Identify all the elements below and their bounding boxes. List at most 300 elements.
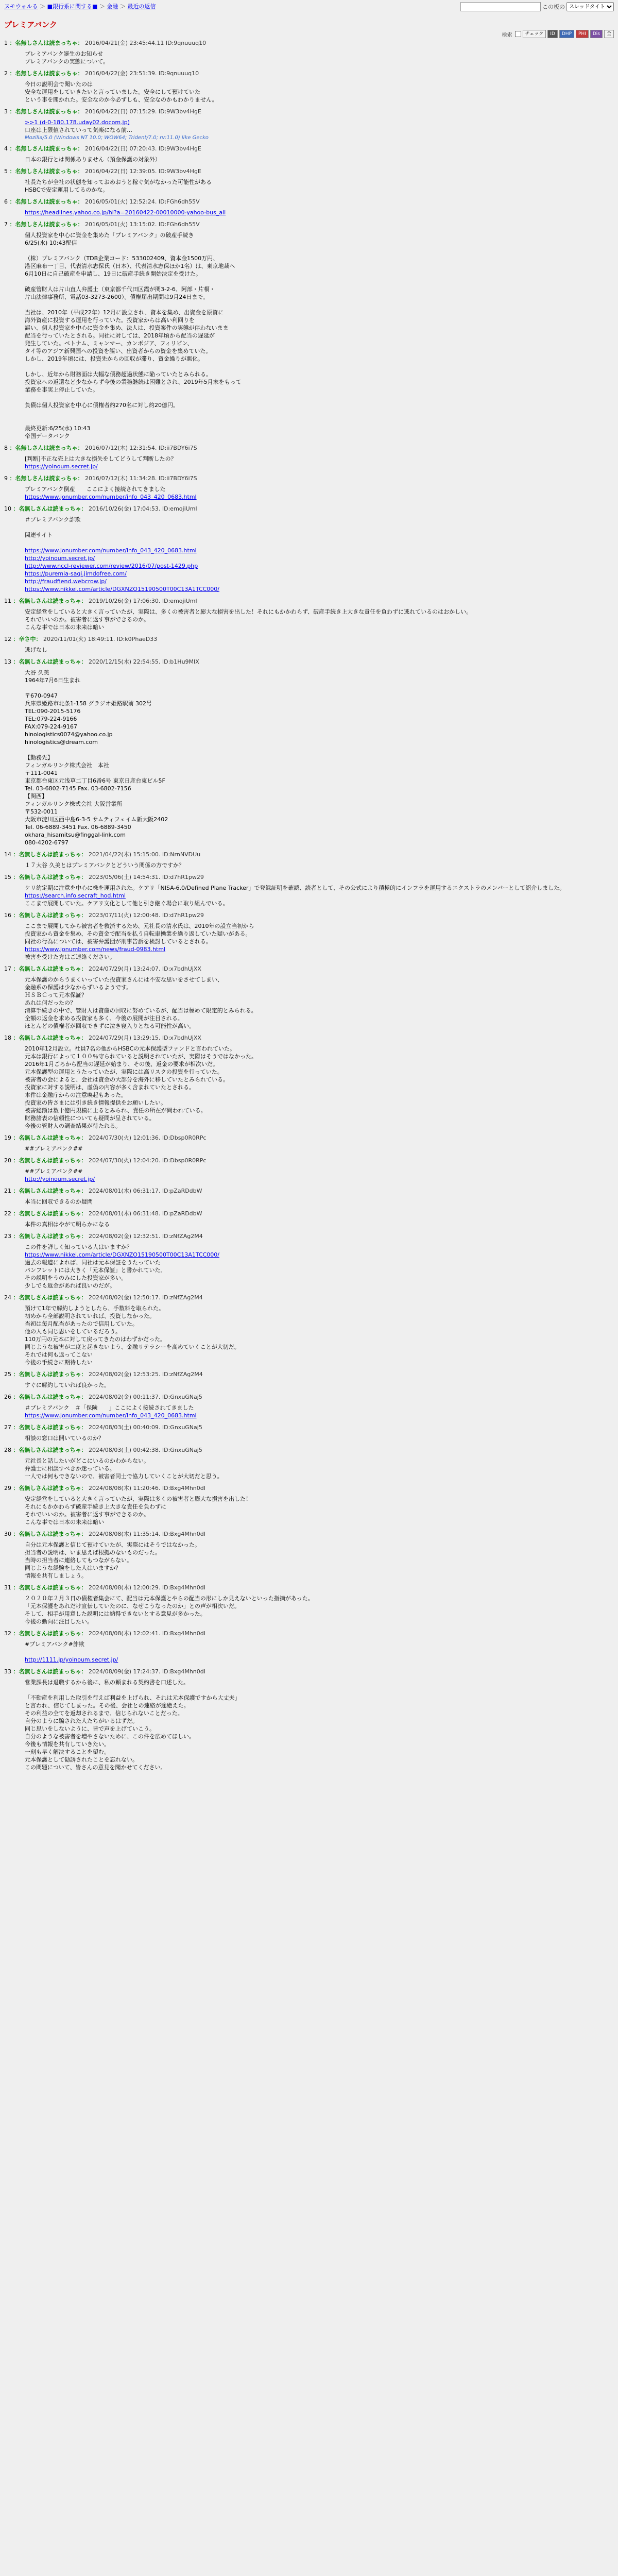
post-date: 2024/08/08(木) 11:35:14. [89,1531,161,1537]
post-text-line: 配当を行っていたとされる。同社に対しては、2018年頃から配当の遅延が [25,332,215,339]
post-id[interactable]: ID:GnxuGNaj5 [162,1447,202,1453]
tool-phi-button[interactable]: PHI [576,30,589,38]
post-text-line: 海外資産に投資する運用を行っていた。投資家からは高い利回りを [25,317,195,324]
post-number[interactable]: 19 [4,1134,11,1141]
post-header [4,145,614,152]
post [4,1423,614,1442]
post-date: 2016/05/01(火) 12:52:24. [85,198,157,205]
post-text-line: 個人投資家を中心に資金を集めた「プレミアバンク」の破産手続き [25,232,194,239]
post-text-line: 口座は上限値されていって気楽になる前… [25,127,132,133]
tool-label: 検索 [502,32,512,38]
post-header [4,1157,614,1164]
post-text-line: 最終更新:6/25(水) 10:43 [25,425,91,432]
post-author: ：名無しさんは読まっちゃ： [13,658,87,665]
post-text-line: Tel. 03-6802-7145 Fax. 03-6802-7156 [25,785,131,792]
search-scope-label: この板の [542,4,565,10]
post-date: 2016/07/12(木) 11:34:28. [85,475,157,482]
post-text-line: 自分は元本保護と信じて預けていたが、実際にはそうではなかった。 [25,1541,200,1548]
post-text-line: 当時の担当者に連絡してもつながらない。 [25,1557,132,1564]
post-text-line: 同じような被害が二度と起きないよう、金融リテラシーを高めていくことが大切だ。 [25,1344,240,1350]
post [4,1393,614,1419]
post-link[interactable]: https://www.nikkei.com/article/DGXNZO15190500T00C13A1TCC000/ [25,1251,220,1258]
breadcrumb-category-link[interactable]: ■銀行系に関する■ [47,3,98,10]
toolbar-checkbox[interactable] [515,31,521,37]
post-author: ：名無しさんは読まっちゃ： [13,1157,87,1164]
post-date: 2023/05/06(土) 14:54:31. [89,874,161,880]
post-number[interactable]: 33 [4,1668,11,1675]
post-text-line: 本件の真相はやがて明らかになる [25,1221,110,1228]
post-id[interactable]: ID:emojiUmI [162,505,197,512]
post-link[interactable]: https://www.jonumber.com/number/info_043_420_0683.html [25,1412,197,1419]
post-header [4,635,614,643]
post-header [4,1530,614,1538]
post-body [25,1541,614,1580]
post [4,635,614,654]
post-text-line: 預けて1年で解約しようとしたら、手数料を取られた。 [25,1305,164,1312]
post-text-line: 営業課長は退職するから後に、私の頼まれる契約書を口述した。 [25,1679,189,1686]
post-author: ：名無しさんは読まっちゃ： [9,40,83,46]
post-link[interactable]: https://www.jonumber.com/number/info_043_420_0683.html [25,547,197,554]
post-link[interactable]: https://headlines.yahoo.co.jp/hl?a=20160422-00010000-yahoo-bus_all [25,209,226,216]
post-id[interactable]: ID:x7bdhUjXX [162,965,201,972]
post [4,39,614,65]
post-body [25,1404,614,1419]
post-author: ：名無しさんは読まっちゃ： [13,1447,87,1453]
post-author: ：名無しさんは読まっちゃ： [13,965,87,972]
post-author: ：名無しさんは読まっちゃ： [13,1035,87,1041]
post-text-line: という事を聞かれた。安全なのか今必ずしも、安全なのかもわかりません。 [25,96,218,103]
post-author: ：名無しさんは読まっちゃ： [9,221,83,228]
post-link[interactable]: https://www.jonumber.com/news/fraud-0983.html [25,946,166,953]
post-date: 2016/10/26(金) 17:04:53. [89,505,161,512]
post-text-line: 過去の報道によれば、同社は元本保証をうたっていた [25,1259,161,1266]
post-body [25,922,614,961]
post-text-line: ##プレミアバンク## [25,1145,83,1152]
post-id[interactable]: ID:GnxuGNaj5 [162,1424,202,1431]
post [4,1630,614,1664]
post-date: 2024/08/02(金) 12:53:25. [89,1371,161,1378]
post-body [25,1167,614,1183]
post-text-line: 安定経営をしていると大きく言っていたが、実際は多くの被害者と膨大な損害を出した！ [25,1496,251,1502]
post-link[interactable]: http://yoinoum.secret.jp/ [25,1176,95,1182]
post-body [25,646,614,654]
post-text-line: （株）プレミアバンク（TDB企業コード：533002409、資本金1500万円、 [25,255,219,262]
post-text-line: 今日の説明会で聞いたのは [25,81,93,88]
post-text-line: 財務諸表の信頼性についても疑問が呈されている。 [25,1115,155,1122]
post-text-line: FAX:079-224-9167 [25,723,78,730]
post-number[interactable]: 7 [4,221,8,228]
post-date: 2019/10/26(金) 17:06:30. [89,598,161,604]
post-link[interactable]: https://www.nikkei.com/article/DGXNZO15190500T00C13A1TCC000/ [25,586,220,592]
post-text-line: すぐに解約していれば良かった。 [25,1382,110,1388]
tool-check-button[interactable]: チェック [523,30,546,38]
post-id[interactable]: ID:NrnNVDUu [162,851,201,858]
post-number[interactable]: 20 [4,1157,11,1164]
search-bar [460,2,614,11]
post-header [4,1134,614,1142]
post-date: 2024/08/02(金) 12:32:51. [89,1233,161,1240]
post-number[interactable]: 31 [4,1584,11,1591]
post-text-line: それでいいのか。被害者に返す事ができるのか。 [25,616,149,623]
post-id[interactable]: ID:Bxg4Mhn0dI [162,1668,206,1675]
post-number[interactable]: 28 [4,1447,11,1453]
post-text-line: こんな事では日本の未来は暗い [25,1519,104,1526]
post-text-line: #プレミアバンク#詐欺 [25,1641,84,1648]
post-author: ：名無しさんは読まっちゃ： [13,1668,87,1675]
post-number[interactable]: 24 [4,1294,11,1301]
post-header [4,1584,614,1591]
post-header [4,1294,614,1301]
post-text-line: 今後の手続きに期待したい [25,1359,93,1366]
post-id[interactable]: ID:GnxuGNaj5 [162,1394,202,1400]
post-id[interactable]: ID:d7hR1pw29 [162,874,204,880]
post-author: ：辛さ中： [13,636,42,642]
post-text-line: フィンガルリンク株式会社 本社 [25,762,109,769]
search-input[interactable] [460,2,541,11]
post-body [25,156,614,163]
post-link[interactable]: http://www.nccl-reviewer.com/review/2016/07/post-1429.php [25,563,198,569]
breadcrumb-board-link[interactable]: ヌモウォルる [4,3,38,10]
post [4,1232,614,1290]
post-number[interactable]: 15 [4,874,11,880]
post-text-line: 本当に回収できるのか疑問 [25,1198,93,1205]
post-body [25,669,614,846]
post-text-line: 情報を共有しましょう。 [25,1572,87,1579]
post-id[interactable]: ID:Bxg4Mhn0dI [162,1531,206,1537]
post-number[interactable]: 29 [4,1485,11,1492]
post-date: 2024/07/29(月) 13:29:15. [89,1035,161,1041]
post-author: ：名無しさんは読まっちゃ： [9,145,83,152]
post-number[interactable]: 22 [4,1210,11,1217]
post-id[interactable]: ID:zNfZAg2M4 [162,1371,203,1378]
post-text-line [25,301,614,309]
post-text-line: Tel. 06-6889-3451 Fax. 06-6889-3450 [25,824,131,831]
search-scope-select[interactable] [566,2,614,11]
post-id[interactable]: ID:zNfZAg2M4 [162,1233,203,1240]
post-text-line: 元本保護として勧誘されたことを忘れない。 [25,1756,138,1763]
post-author: ：名無しさんは読まっちゃ： [13,1485,87,1492]
post-header [4,1034,614,1042]
post-link[interactable]: >>1 (d-0-180.178.uday02.docom.jp) [25,119,130,126]
post-number[interactable]: 11 [4,598,11,604]
post-text-line [25,394,614,401]
tool-id-button[interactable]: ID [547,30,558,38]
post-number[interactable]: 1 [4,40,8,46]
post-text-line: 同じような経験をした人はいますか？ [25,1565,121,1571]
post-number[interactable]: 13 [4,658,11,665]
post-text-line: 被害を受けた方はご連絡ください。 [25,954,115,960]
post-header [4,911,614,919]
post-body [25,209,614,216]
post-text-line: プレミアバンク誕生のお知らせ [25,50,104,57]
post-date: 2021/04/22(木) 15:15:00. [89,851,161,858]
post-text-line [25,247,614,255]
post-body [25,118,614,134]
post-id[interactable]: ID:Bxg4Mhn0dI [162,1584,206,1591]
post-text-line: 投資家への返還など少なからず今後の業務継続は困難とされ、2019年5月末をもって [25,379,242,385]
post-body [25,485,614,501]
post [4,873,614,907]
post-id[interactable]: ID:9qnuuuq10 [158,70,199,77]
post-id[interactable]: ID:9W3bv4HgE [158,145,201,152]
post-text-line: 自分のような被害者を増やさないために、この件を広めてほしい。 [25,1733,195,1740]
post-text-line: 被害総額は数十億円規模に上るとみられ、責任の所在が問われている。 [25,1107,207,1114]
post-body [25,455,614,470]
post-author: ：名無しさんは読まっちゃ： [13,1371,87,1378]
post-header [4,1232,614,1240]
post [4,474,614,501]
post-id[interactable]: ID:9qnuuuq10 [165,40,207,46]
post-link[interactable]: https://yoinoum.secret.jp/ [25,463,98,470]
post-text-line: 関連サイト [25,532,53,538]
post-number[interactable]: 26 [4,1394,11,1400]
post-number[interactable]: 23 [4,1233,11,1240]
post-number[interactable]: 25 [4,1371,11,1378]
post-text-line: 投資家に対する説明は、虚偽の内容が多く含まれていたとされる。 [25,1084,195,1091]
tool-all-button[interactable]: 全 [604,30,614,38]
post-text-line: 2016年1月ごろから配当の遅延が始まり、その後、返金の要求が相次いだ。 [25,1061,218,1067]
post-id[interactable]: ID:zNfZAg2M4 [162,1294,203,1301]
post-text-line: 元本保護のからうまくいっていた投資家さんには不安な思いをさせてしまい、 [25,976,223,983]
post-text-line: 逃げなし [25,647,47,653]
post-text-line: HSBCで安定運用してるのかな。 [25,187,109,193]
post-text-line: 【関西】 [25,793,47,800]
post-text-line: その説明をうのみにした投資家が多い。 [25,1275,127,1281]
post-number[interactable]: 30 [4,1531,11,1537]
post-date: 2023/07/11(火) 12:00:48. [89,912,161,919]
post-id[interactable]: ID:d7hR1pw29 [162,912,204,919]
post-text-line: 被害者の会によると、会社は資金の大部分を海外に移していたとみられている。 [25,1076,229,1083]
post-text-line: 担当者の説明は、いま思えば根拠のないものだった。 [25,1549,161,1556]
post-date: 2024/08/02(金) 00:11:37. [89,1394,161,1400]
post-author: ：名無しさんは読まっちゃ： [13,1134,87,1141]
post-body [25,1640,614,1664]
post [4,1034,614,1130]
post-header [4,1393,614,1401]
post [4,145,614,163]
post-id[interactable]: ID:ii7BDY6i7S [158,445,197,451]
post-text-line: 投資家から資金を集め、その資金で配当を払う自転車操業を繰り返していた疑いがある。 [25,930,251,937]
post-text-line: ここまで展開してから被害者を救済するため、元社長の清水氏は、2010年の設立当初から [25,923,254,929]
post-text-line: 同社の行為については、被害弁護団が刑事告訴を検討しているとされる。 [25,938,212,945]
post-text-line: 2010年12月設立。社員7名の他からHSBCの元本保護型ファンドと言われていた。 [25,1045,236,1052]
post-number[interactable]: 16 [4,912,11,919]
post-text-line: 当社は、2010年（平成22年）12月に設立され、資本を集め、出資金を原資に [25,309,224,316]
post-number[interactable]: 21 [4,1188,11,1194]
post-text-line: ケリ約定期に注意を中心に株を運用された。ケアリ「NISA-6.0/Defined Plane Tracker」で登録証明を確認、読者として、その公式により積極的にインフラを運用するエクストラのメンバーとして紹介しました。 [25,885,565,891]
post-link[interactable]: http://yoinoum.secret.jp/ [25,555,95,562]
post-number[interactable]: 18 [4,1035,11,1041]
post-date: 2016/04/21(金) 23:45:44.11 [85,40,164,46]
post-text-line: それでいいのか。被害者に返す事ができるのか。 [25,1511,149,1518]
post-date: 2024/08/08(木) 12:00:29. [89,1584,161,1591]
post-text-line: この件を詳しく知っている人はいますか？ [25,1244,132,1250]
post-text-line: 大阪市淀川区西中島6-3-5 サムティフェイム新大阪2402 [25,816,168,823]
post-body [25,231,614,440]
post-text-line: 110万円の元本に対して戻ってきたのはわずかだった。 [25,1336,166,1343]
tool-dhp-button[interactable]: DHP [559,30,574,38]
post-body [25,884,614,907]
post-date: 2024/08/03(土) 00:42:38. [89,1447,161,1453]
post-body [25,50,614,65]
post-header [4,39,614,47]
post-author: ：名無しさんは読まっちゃ： [13,1630,87,1637]
post-link[interactable]: https://search.info.secraft_hod.html [25,892,126,899]
post-user-agent: Mozilla/5.0 (Windows NT 10.0; WOW64; Trident/7.0; rv:11.0) like Gecko [25,135,209,141]
post [4,167,614,194]
post-link[interactable]: http://1111.jp/yoinoum.secret.jp/ [25,1656,118,1663]
post-text-line: 「不動産を利用した取引を行えば利益を上げられ、それは元本保護ですから大丈夫」 [25,1694,241,1701]
post [4,505,614,593]
post-date: 2024/08/01(木) 06:31:48. [89,1210,161,1217]
post-text-line: 大谷 久美 [25,669,49,676]
post-id[interactable]: ID:Bxg4Mhn0dI [162,1485,206,1492]
post-text-line: フィンガルリンク株式会社 大阪営業所 [25,801,123,807]
post-text-line: しかし、近年から財務面は大幅な債務超過状態に陥っていたとみられる。 [25,371,212,378]
post-number[interactable]: 8 [4,445,8,451]
post-text-line: ＃プレミアバンク詐欺 [25,516,81,523]
post-id[interactable]: ID:FGh6dh55V [158,221,200,228]
post-author: ：名無しさんは読まっちゃ： [13,1424,87,1431]
post-text-line: 業務を事実上停止していた。 [25,386,98,393]
post-id[interactable]: ID:9W3bv4HgE [158,168,201,175]
post-header [4,1423,614,1431]
post-id[interactable]: ID:Dbsp0R0RPc [162,1157,207,1164]
post-number[interactable]: 12 [4,636,11,642]
post-body [25,861,614,869]
post [4,1134,614,1153]
post-text-line: 少しでも返金があれば良いのだが。 [25,1282,115,1289]
post-header [4,444,614,452]
post-text-line: あれは何だったの？ [25,999,76,1006]
post-body [25,1045,614,1130]
post-link[interactable]: https://www.jonumber.com/number/info_043_420_0683.html [25,494,197,500]
post-number[interactable]: 6 [4,198,8,205]
breadcrumb-recent-link[interactable]: 最近の返信 [127,3,156,10]
tool-dis-button[interactable]: Dis [590,30,603,38]
post-author: ：名無しさんは読まっちゃ： [13,1584,87,1591]
post [4,108,614,141]
post-text-line: 〒670-0947 [25,692,58,699]
post-number[interactable]: 17 [4,965,11,972]
post-text-line: 他の人も同じ思いをしているだろう。 [25,1328,121,1335]
post-header [4,1210,614,1217]
post [4,1530,614,1580]
post-id[interactable]: ID:Dbsp0R0RPc [162,1134,207,1141]
post-text-line: この問題について、皆さんの意見を聞かせてください。 [25,1764,166,1771]
post-text-line: ＃プレミアバンク ＃「保険 」ここによく接続されてきました [25,1404,194,1411]
post-header [4,70,614,77]
post-id[interactable]: ID:Bxg4Mhn0dI [162,1630,206,1637]
post-header [4,658,614,666]
post-text-line: TEL:090-2015-5176 [25,708,81,715]
post-text-line: そして、相手が用意した説明には納得できないとする意見が多かった。 [25,1611,206,1617]
post-number[interactable]: 9 [4,475,8,482]
post-header [4,1446,614,1454]
post-id[interactable]: ID:x7bdhUjXX [162,1035,201,1041]
post-text-line: 負債は個人投資家を中心に債権者約270名に対し約20億円。 [25,402,179,409]
breadcrumb-sub-link[interactable]: 金融 [107,3,118,10]
post-header [4,167,614,175]
post [4,1294,614,1366]
post-id[interactable]: ID:FGh6dh55V [158,198,200,205]
post-number[interactable]: 3 [4,108,8,115]
post-text-line: 〒532-0011 [25,808,58,815]
post-header [4,1630,614,1637]
breadcrumb: ヌモウォルる ＞ ■銀行系に関する■ ＞ 金融 ＞ 最近の返信 [4,3,156,10]
post-text-line [25,539,614,547]
post-date: 2024/08/02(金) 12:50:17. [89,1294,161,1301]
post-id[interactable]: ID:b1Hu9MIX [162,658,199,665]
post-link[interactable]: https://puremia-saqi.jimdofree.com/ [25,570,127,577]
post-text-line: okhara_hisamitsu@finggal-link.com [25,832,126,838]
post-body [25,1198,614,1206]
post-text-line: 今後の管財人の調査結果が待たれる。 [25,1123,121,1129]
post-body [25,1595,614,1625]
post [4,444,614,470]
post-number[interactable]: 2 [4,70,8,77]
post-number[interactable]: 32 [4,1630,11,1637]
post-id[interactable]: ID:pZaRDdbW [162,1210,202,1217]
post-header [4,1370,614,1378]
post-author: ：名無しさんは読まっちゃ： [9,168,83,175]
post-date: 2016/04/22(日) 07:20:43. [85,145,157,152]
post-list [0,39,618,1771]
post-text-line: 当初は毎月配当があったので信用していた。 [25,1320,138,1327]
post-text-line: プレミアバンク倒産 ここによく接続されてきました [25,486,166,493]
post-date: 2016/04/22(日) 12:39:05. [85,168,157,175]
post-text-line: 今後も情報を共有していきたい。 [25,1741,110,1748]
post [4,1584,614,1625]
post-id[interactable]: ID:ii7BDY6i7S [158,475,197,482]
post [4,1157,614,1183]
post-number[interactable]: 14 [4,851,11,858]
post-text-line: 全額の返金を求める投資家も多く、今後の展開が注目される。 [25,1015,183,1022]
post-header [4,221,614,228]
post-text-line: しかし、2019年頃には、投資先からの回収が滞り、資金繰りが悪化。 [25,355,203,362]
post-link[interactable]: http://fraudfiend.webcrow.jp/ [25,578,107,585]
post-body [25,1145,614,1153]
post-text-line: 帝国データバンク [25,433,70,439]
post-header [4,474,614,482]
post-number[interactable]: 10 [4,505,11,512]
post-text-line: 破産管財人は片山直人弁護士（東京都千代田区霞が関3-2-6、阿部・片桐・ [25,286,215,293]
post-author: ：名無しさんは読まっちゃ： [13,1188,87,1194]
post-text-line: [判断]不正な売上は大きな損失をしてどうして判断したの？ [25,455,177,462]
post-text-line: 6/25(水) 10:43配信 [25,240,77,246]
post-id[interactable]: ID:k0PhaeD33 [116,636,158,642]
post-text-line: 今後の動向に注目したい。 [25,1618,93,1625]
post-id[interactable]: ID:emojiUmI [162,598,197,604]
post-number[interactable]: 5 [4,168,8,175]
post-number[interactable]: 27 [4,1424,11,1431]
post-text-line: 元社長と話したいがどこにいるのかわからない。 [25,1458,149,1464]
post [4,1446,614,1480]
post-body [25,1679,614,1771]
post-number[interactable]: 4 [4,145,8,152]
post-text-line: 「元本保護をあれだけ宣伝していたのに、なぜこうなったのか」との声が相次いだ。 [25,1603,240,1609]
post-id[interactable]: ID:pZaRDdbW [162,1188,202,1194]
post [4,911,614,961]
post-text-line: 港区麻布一丁目、代表清水志保氏（日本）、代表清水志保ほか1名）は、東京地裁へ [25,263,235,269]
post-date: 2024/08/01(木) 06:31:17. [89,1188,161,1194]
post [4,70,614,104]
post-text-line: 1964年7月6日生まれ [25,677,80,684]
post-header [4,965,614,973]
post-id[interactable]: ID:9W3bv4HgE [158,108,201,115]
post-date: 2020/11/01(火) 18:49:11. [43,636,115,642]
post-header [4,108,614,115]
